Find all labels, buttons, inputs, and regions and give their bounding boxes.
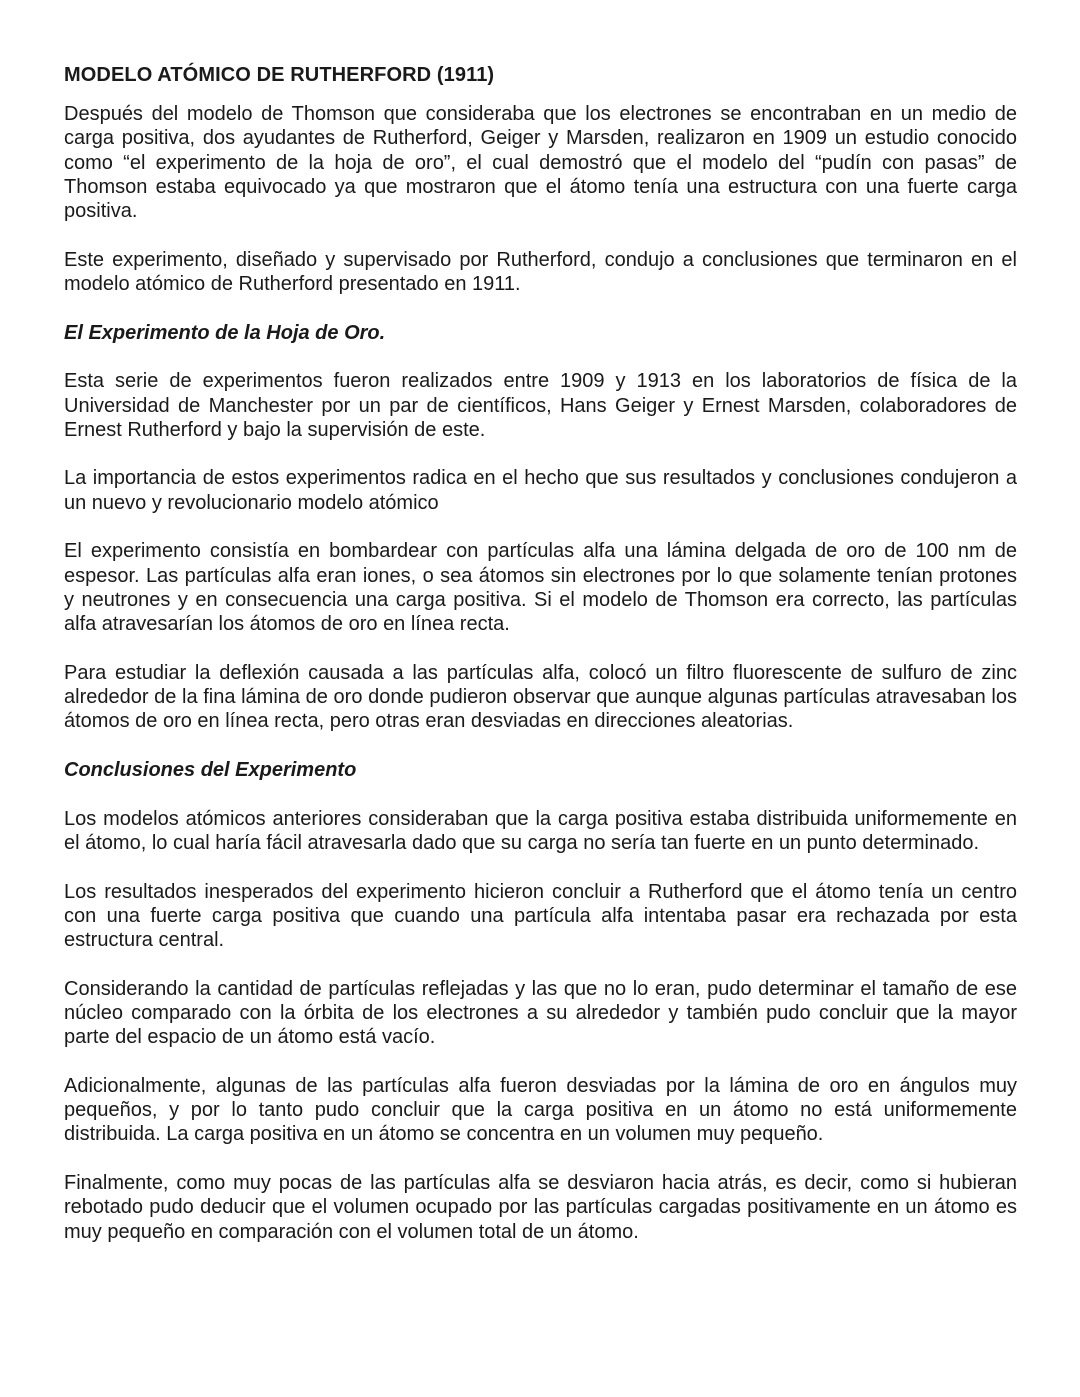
section-heading-experiment: El Experimento de la Hoja de Oro.: [64, 321, 386, 344]
conclusions-paragraph-5: Finalmente, como muy pocas de las partículas alfa se desviaron hacia atrás, es decir, como si hubieran rebotado pudo deducir que el volumen ocupado por las partículas cargadas positivamente en un átomo es muy pequeño en comparación con el volumen total de un átomo.: [64, 1172, 1017, 1243]
experiment-paragraph-4: Para estudiar la deflexión causada a las partículas alfa, colocó un filtro fluorescente de sulfuro de zinc alrededor de la fina lámina de oro donde pudieron observar que aunque algunas partículas atravesaban los átomos de oro en línea recta, pero otras eran desviadas en direcciones aleatorias.: [64, 661, 1017, 733]
section-heading-conclusions: Conclusiones del Experimento: [64, 759, 357, 782]
intro-paragraph-2: Este experimento, diseñado y supervisado por Rutherford, condujo a conclusiones que terminaron en el modelo atómico de Rutherford presentado en 1911.: [64, 248, 1017, 296]
document-page: [64, 60, 1017, 1268]
experiment-paragraph-1: Esta serie de experimentos fueron realizados entre 1909 y 1913 en los laboratorios de física de la Universidad de Manchester por un par de científicos, Hans Geiger y Ernest Marsden, colaboradores de Ernest Rutherford y bajo la supervisión de este.: [64, 370, 1017, 441]
conclusions-paragraph-4: Adicionalmente, algunas de las partículas alfa fueron desviadas por la lámina de oro en ángulos muy pequeños, y por lo tanto pudo concluir que la carga positiva en un átomo no está uniformemente distribuida. La carga positiva en un átomo se concentra en un volumen muy pequeño.: [64, 1074, 1017, 1146]
experiment-paragraph-3: El experimento consistía en bombardear con partículas alfa una lámina delgada de oro de 100 nm de espesor. Las partículas alfa eran iones, o sea átomos sin electrones por lo que solamente tenían protones y neutrones y en consecuencia una carga positiva. Si el modelo de Thomson era correcto, las partículas alfa atravesarían los átomos de oro en línea recta.: [64, 540, 1017, 636]
conclusions-paragraph-1: Los modelos atómicos anteriores consideraban que la carga positiva estaba distribuida uniformemente en el átomo, lo cual haría fácil atravesarla dado que su carga no sería tan fuerte en un punto determinado.: [64, 807, 1017, 854]
conclusions-paragraph-3: Considerando la cantidad de partículas reflejadas y las que no lo eran, pudo determinar el tamaño de ese núcleo comparado con la órbita de los electrones a su alrededor y también pudo concluir que la mayor parte del espacio de un átomo está vacío.: [64, 977, 1017, 1049]
experiment-paragraph-2: La importancia de estos experimentos radica en el hecho que sus resultados y conclusiones condujeron a un nuevo y revolucionario modelo atómico: [64, 467, 1017, 514]
intro-paragraph-1: Después del modelo de Thomson que consideraba que los electrones se encontraban en un medio de carga positiva, dos ayudantes de Rutherford, Geiger y Marsden, realizaron en 1909 un estudio conocido como “el experimento de la hoja de oro”, el cual demostró que el modelo del “pudín con pasas” de Thomson estaba equivocado ya que mostraron que el átomo tenía una estructura con una fuerte carga positiva.: [64, 103, 1017, 223]
conclusions-paragraph-2: Los resultados inesperados del experimento hicieron concluir a Rutherford que el átomo tenía un centro con una fuerte carga positiva que cuando una partícula alfa intentaba pasar era rechazada por esta estructura central.: [64, 880, 1017, 952]
document-title: MODELO ATÓMICO DE RUTHERFORD (1911): [64, 64, 495, 86]
